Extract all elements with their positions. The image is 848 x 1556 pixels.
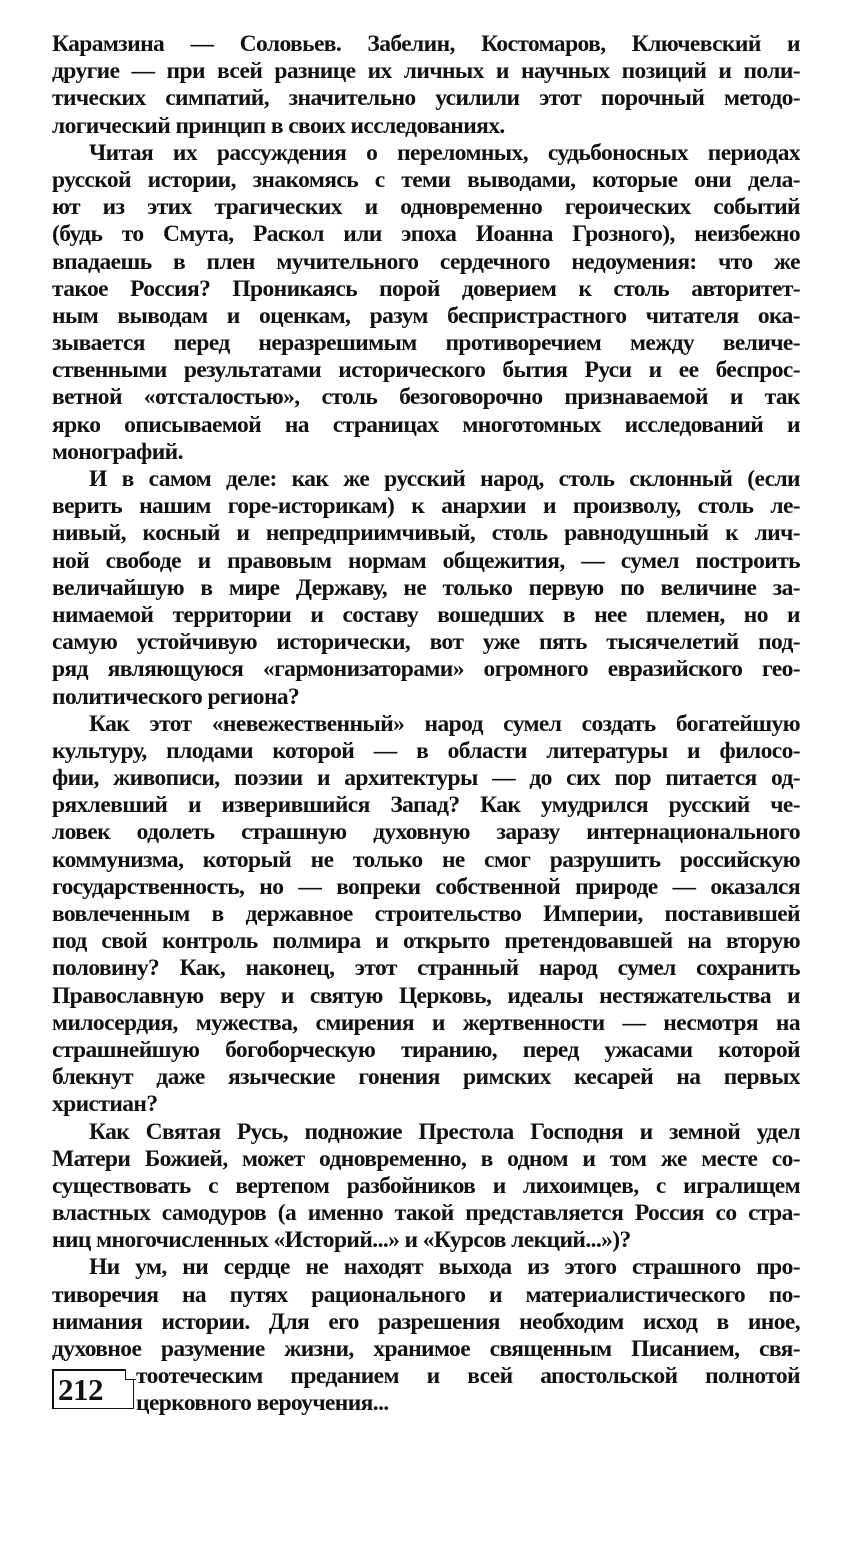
- text-line: Как этот «невежественный» народ сумел создать богатейшую: [89, 710, 800, 737]
- text-line: такое Россия? Проникаясь порой доверием к столь авторитет-: [52, 275, 800, 302]
- text-line: государственность, но — вопреки собственной природе — оказался: [52, 873, 800, 900]
- text-line: милосердия, мужества, смирения и жертвенности — несмотря на: [52, 1009, 800, 1036]
- text-line: ют из этих трагических и одновременно героических событий: [52, 194, 800, 221]
- text-line: существовать с вертепом разбойников и лихоимцев, с игралищем: [52, 1172, 800, 1199]
- text-line: церковного вероучения...: [136, 1390, 389, 1417]
- text-line: тиворечия на путях рационального и материалистического по-: [52, 1281, 800, 1308]
- text-line: ным выводам и оценкам, разум беспристрастного читателя ока-: [52, 302, 800, 329]
- text-line: Матери Божией, может одновременно, в одном и том же месте со-: [52, 1145, 800, 1172]
- text-line: политического региона?: [52, 683, 300, 710]
- text-line: половину? Как, наконец, этот странный народ сумел сохранить: [52, 955, 800, 982]
- paragraph: [52, 1119, 800, 1255]
- text-line: Как Святая Русь, подножие Престола Господня и земной удел: [89, 1118, 800, 1145]
- text-line: фии, живописи, поэзии и архитектуры — до сих пор питается од-: [52, 765, 800, 792]
- text-line: христиан?: [52, 1091, 158, 1118]
- paragraph: [52, 466, 800, 711]
- text-line: под свой контроль полмира и открыто претендовавшей на вторую: [52, 928, 800, 955]
- text-line: ной свободе и правовым нормам общежития, — сумел построить: [52, 547, 800, 574]
- page-corner-fold: [125, 1369, 136, 1380]
- text-line: тоотеческим преданием и всей апостольской полнотой: [136, 1363, 800, 1390]
- text-line: духовное разумение жизни, хранимое священным Писанием, свя-: [52, 1336, 800, 1362]
- text-line: другие — при всей разнице их личных и научных позиций и поли-: [52, 58, 800, 85]
- text-line: зывается перед неразрешимым противоречием между величе-: [52, 330, 800, 357]
- text-line: ряхлевший и изверившийся Запад? Как умудрился русский че-: [52, 792, 800, 819]
- paragraph: [52, 140, 800, 466]
- text-line: страшнейшую богоборческую тиранию, перед ужасами которой: [52, 1036, 800, 1063]
- text-line: верить нашим горе-историкам) к анархии и произволу, столь ле-: [52, 493, 800, 520]
- text-line: вовлеченным в державное строительство Империи, поставившей: [52, 901, 800, 927]
- text-line: нивый, косный и непредприимчивый, столь равнодушный к лич-: [52, 520, 800, 547]
- text-line: властных самодуров (а именно такой представляется Россия со стра-: [52, 1200, 800, 1227]
- text-line: тических симпатий, значительно усилили этот порочный методо-: [52, 85, 800, 112]
- text-line: ственными результатами исторического бытия Руси и ее беспрос-: [52, 357, 800, 384]
- text-line: Читая их рассуждения о переломных, судьбоносных периодах: [89, 139, 800, 166]
- page-footer: [52, 1363, 800, 1417]
- text-line: нимаемой территории и составу вошедших в нее племен, но и: [52, 601, 800, 628]
- page-text: [52, 31, 800, 1418]
- text-line: коммунизма, который не только не смог разрушить российскую: [52, 846, 800, 873]
- text-line: ниц многочисленных «Историй...» и «Курсов лекций...»)?: [52, 1227, 631, 1254]
- text-line: Ни ум, ни сердце не находят выхода из этого страшного про-: [89, 1254, 800, 1281]
- text-line: Православную веру и святую Церковь, идеалы нестяжательства и: [52, 982, 800, 1009]
- text-line: блекнут даже языческие гонения римских кесарей на первых: [52, 1064, 800, 1091]
- paragraph: [52, 711, 800, 1119]
- text-line: ветной «отсталостью», столь безоговорочно признаваемой и так: [52, 384, 800, 411]
- text-line: впадаешь в плен мучительного сердечного недоумения: что же: [52, 248, 800, 275]
- paragraph: [52, 31, 800, 140]
- text-line: Карамзина — Соловьев. Забелин, Костомаров, Ключевский и: [52, 31, 800, 57]
- text-line: ряд являющуюся «гармонизаторами» огромного евразийского гео-: [52, 656, 800, 683]
- text-line: ярко описываемой на страницах многотомных исследований и: [52, 411, 800, 438]
- text-line: (будь то Смута, Раскол или эпоха Иоанна Грозного), неизбежно: [52, 221, 800, 248]
- text-line: величайшую в мире Державу, не только первую по величине за-: [52, 574, 800, 601]
- text-line: И в самом деле: как же русский народ, столь склонный (если: [89, 466, 800, 492]
- text-line: ловек одолеть страшную духовную заразу интернационального: [52, 819, 800, 846]
- text-line: логический принцип в своих исследованиях.: [52, 112, 505, 139]
- text-line: самую устойчивую исторически, вот уже пять тысячелетий под-: [52, 629, 800, 656]
- page-box-edge: [133, 1379, 134, 1409]
- page-number-box: [52, 1369, 134, 1409]
- text-line: культуру, плодами которой — в области литературы и филосо-: [52, 737, 800, 764]
- text-line: монографий.: [52, 438, 183, 465]
- text-line: нимания истории. Для его разрешения необходим исход в иное,: [52, 1308, 800, 1335]
- text-line: русской истории, знакомясь с теми выводами, которые они дела-: [52, 166, 800, 193]
- paragraph: [52, 1254, 800, 1417]
- page-number: 212: [58, 1372, 103, 1408]
